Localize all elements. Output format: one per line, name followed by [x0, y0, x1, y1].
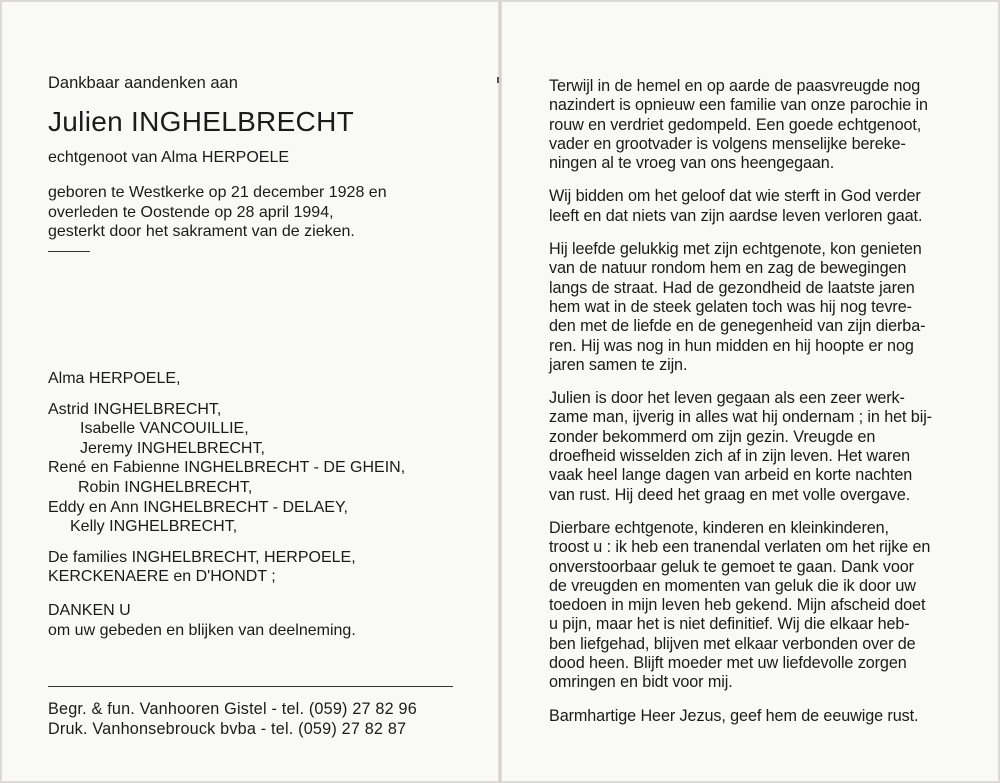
text-line: de vreugden en momenten van geluk die ik door uw [549, 576, 916, 595]
text-line: Julien is door het leven gegaan als een zeer werk- [549, 389, 905, 408]
thanks-block [48, 601, 448, 640]
deceased-name: Julien INGHELBRECHT [48, 105, 355, 137]
printer-line: Begr. & fun. Vanhooren Gistel - tel. (059) 27 82 96 [48, 700, 417, 718]
paragraph [549, 389, 955, 505]
text-line: vader en grootvader is volgens menselijke bereke- [549, 134, 906, 153]
date-line: gesterkt door het sakrament van de zieken. [48, 223, 355, 241]
text-line: Terwijl in de hemel en op aarde de paasvreugde nog [549, 77, 921, 95]
printer-credits [48, 699, 458, 739]
families-line: KERCKENAERE en D'HONDT ; [48, 568, 276, 586]
family-member: Jeremy INGHELBRECHT, [80, 439, 265, 457]
text-line: dood heen. Blijft moeder met uw liefdevolle zorgen [549, 654, 907, 673]
text-line: jaren samen te zijn. [549, 355, 688, 374]
text-line: onverstoorbaar geluk te gemoet te gaan. Dank voor [549, 557, 914, 576]
spouse-text: echtgenoot van Alma HERPOELE [48, 148, 290, 166]
text-line: Barmhartige Heer Jezus, geef hem de eeuwige rust. [549, 706, 919, 725]
text-line: Wij bidden om het geloof dat wie sterft in God verder [549, 187, 921, 206]
closing-prayer [549, 707, 955, 726]
paragraph [549, 519, 955, 693]
date-line: overleden te Oostende op 28 april 1994, [48, 203, 334, 221]
text-line: leeft en dat niets van zijn aardse leven verloren gaat. [549, 206, 923, 225]
paragraph [549, 187, 955, 226]
family-member: Astrid INGHELBRECHT, [48, 400, 222, 418]
family-member: Robin INGHELBRECHT, [78, 478, 253, 496]
family-member: Kelly INGHELBRECHT, [70, 518, 238, 536]
text-line: langs de straat. Had de gezondheid de laatste jaren [549, 278, 915, 297]
text-line: Dierbare echtgenote, kinderen en kleinkinderen, [549, 518, 889, 537]
printer-line: Druk. Vanhonsebrouck bvba - tel. (059) 27 82 87 [48, 720, 407, 738]
dates-block [48, 183, 448, 242]
text-line: van rust. Hij deed het graag en met volle overgave. [549, 485, 911, 504]
text-line: van de natuur rondom hem en zag de bewegingen [549, 259, 907, 278]
text-line: vaak heel lange dagen van arbeid en korte nachten [549, 466, 913, 485]
text-line: omringen en bidt voor mij. [549, 673, 733, 692]
text-line: droefheid wisselden zich af in zijn leven. Het waren [549, 447, 911, 466]
text-line: zame man, ijverig in alles wat hij ondernam ; in het bij- [549, 408, 932, 427]
paragraph [549, 240, 955, 375]
text-line: rouw en verdriet gedompeld. Een goede echtgenoot, [549, 115, 922, 134]
family-list [48, 369, 448, 640]
text-line: den met de liefde en de genegenheid van zijn dierba- [549, 317, 926, 336]
right-page [549, 77, 955, 740]
text-line: hem wat in de steek gelaten toch was hij nog tevre- [549, 297, 912, 316]
paragraph [549, 77, 955, 173]
text-line: Hij leefde gelukkig met zijn echtgenote, kon genieten [549, 240, 922, 259]
print-speck [497, 77, 499, 83]
text-line: u pijn, maar het is niet definitief. Wij die elkaar heb- [549, 615, 910, 634]
text-line: zonder bekommerd om zijn gezin. Vreugde en [549, 427, 876, 446]
family-member: Eddy en Ann INGHELBRECHT - DELAEY, [48, 498, 348, 516]
family-member: René en Fabienne INGHELBRECHT - DE GHEIN, [48, 459, 406, 477]
short-divider [48, 251, 90, 252]
card-fold [498, 0, 502, 783]
thanks-text: om uw gebeden en blijken van deelneming. [48, 621, 356, 639]
text-line: ningen al te vroeg van ons heengegaan. [549, 154, 835, 173]
text-line: troost u : ik heb een tranendal verlaten om het rijke en [549, 538, 931, 557]
text-line: ren. Hij was nog in hun midden en hij hoopte er nog [549, 336, 914, 355]
families-line: De families INGHELBRECHT, HERPOELE, [48, 548, 356, 566]
widow-name: Alma HERPOELE, [48, 369, 181, 387]
text-line: ben liefgehad, blijven met elkaar verbonden over de [549, 634, 916, 653]
left-page [48, 74, 448, 640]
date-line: geboren te Westkerke op 21 december 1928 en [48, 184, 387, 202]
text-line: toedoen in mijn leven heb gekend. Mijn afscheid doet [549, 596, 926, 615]
intro-text: Dankbaar aandenken aan [48, 74, 238, 92]
text-line: nazindert is opnieuw een familie van onze parochie in [549, 96, 928, 115]
thanks-heading: DANKEN U [48, 601, 131, 619]
printer-divider [48, 686, 453, 687]
family-member: Isabelle VANCOUILLIE, [80, 420, 249, 438]
